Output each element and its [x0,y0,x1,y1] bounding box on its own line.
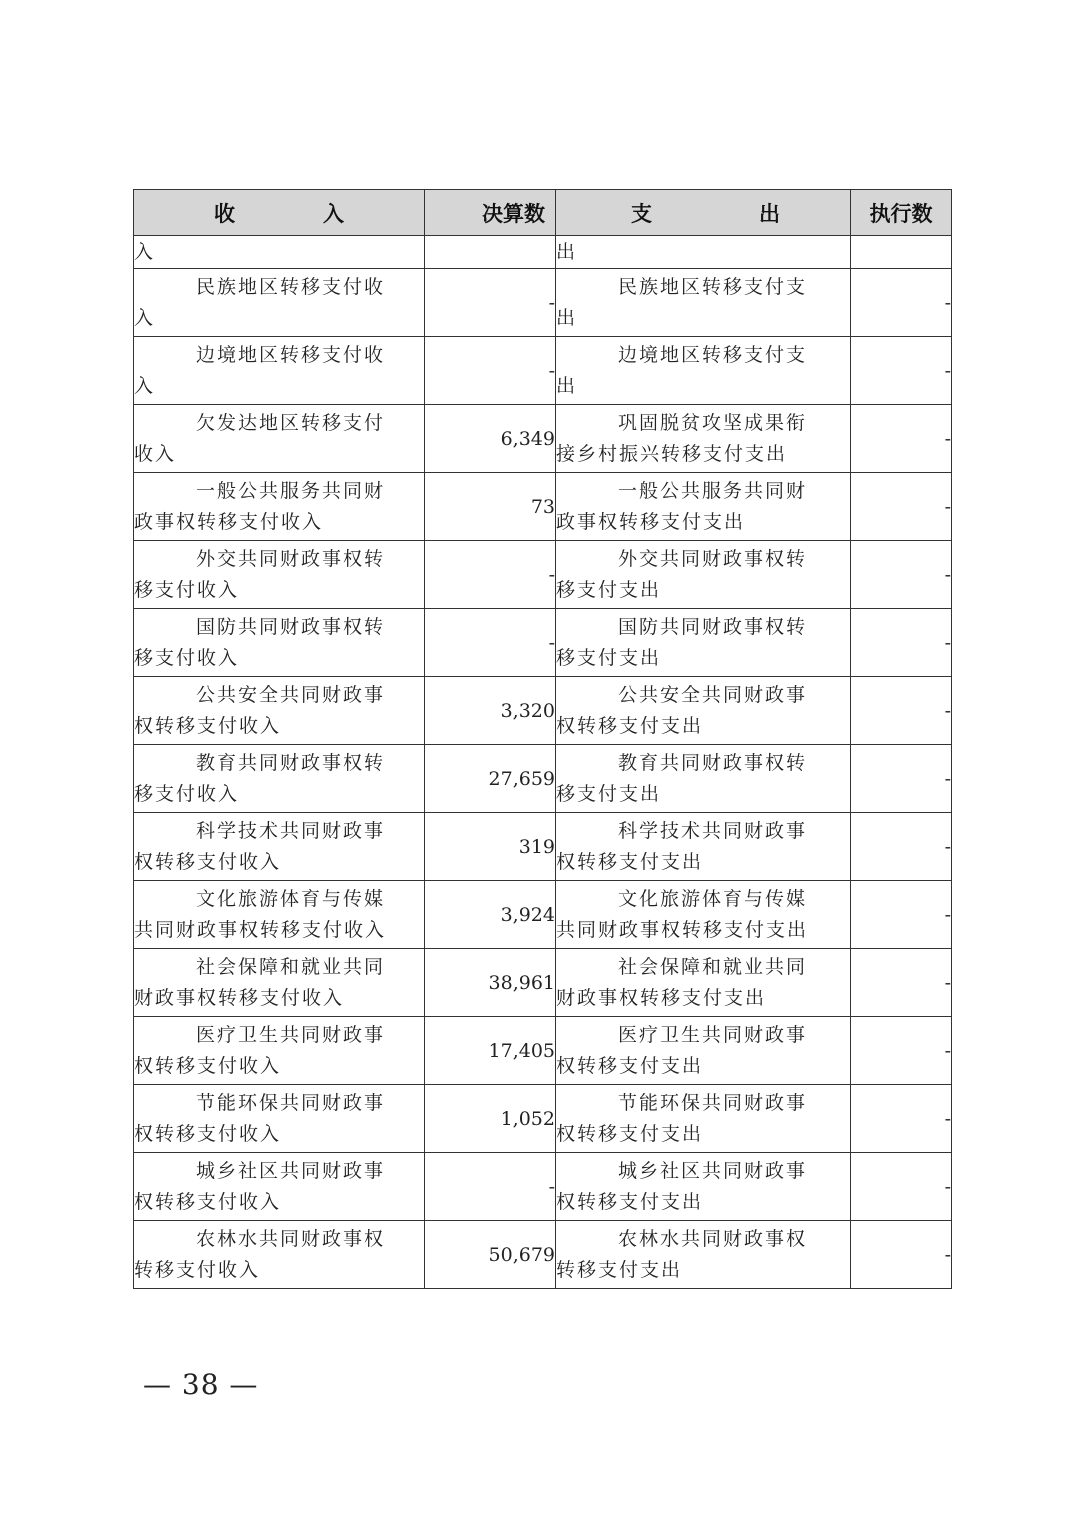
execution-value: - [851,1085,952,1153]
execution-value: - [851,337,952,405]
income-label-line2: 移支付收入 [134,578,240,601]
expense-cell [556,677,851,745]
expense-label-line1: 公共安全共同财政事 [618,683,808,706]
expense-label-line2: 出 [556,306,578,329]
income-cell [134,881,425,949]
table-row [134,881,952,949]
expense-label-line1: 一般公共服务共同财 [618,479,808,502]
income-cell [134,677,425,745]
income-cell [134,813,425,881]
actual-value: 17,405 [425,1017,556,1085]
expense-cell [556,813,851,881]
expense-label-line1: 科学技术共同财政事 [618,819,808,842]
income-label-line1: 民族地区转移支付收 [196,275,386,298]
page-number: — 38 — [143,1368,259,1401]
table-row [134,405,952,473]
income-cell [134,541,425,609]
income-label-line2: 政事权转移支付收入 [134,510,324,533]
expense-cell [556,1153,851,1221]
income-label-line2: 权转移支付收入 [134,1122,282,1145]
actual-value: 73 [425,473,556,541]
income-cell [134,337,425,405]
income-label-line2: 收入 [134,442,177,465]
actual-value: - [425,269,556,337]
expense-cell [556,269,851,337]
income-label-line2: 共同财政事权转移支付收入 [134,918,387,941]
income-cell [134,1153,425,1221]
expense-cell [556,1221,851,1289]
income-label-line2: 权转移支付收入 [134,1190,282,1213]
execution-value: - [851,405,952,473]
actual-value: 50,679 [425,1221,556,1289]
income-cell [134,473,425,541]
table-row [134,1017,952,1085]
expense-cell [556,236,851,269]
execution-value: - [851,949,952,1017]
expense-cell [556,405,851,473]
expense-cell [556,949,851,1017]
table-header [134,190,952,236]
expense-cell [556,745,851,813]
execution-value: - [851,1017,952,1085]
expense-label-line2: 移支付支出 [556,646,662,669]
income-label-line2: 移支付收入 [134,646,240,669]
execution-value: - [851,1221,952,1289]
income-label-line1: 边境地区转移支付收 [196,343,386,366]
income-label-line1: 公共安全共同财政事 [196,683,386,706]
execution-value: - [851,881,952,949]
actual-value: - [425,1153,556,1221]
income-label-line2: 权转移支付收入 [134,1054,282,1077]
expense-label-line1: 民族地区转移支付支 [618,275,808,298]
table-row [134,677,952,745]
expense-label-line2: 移支付支出 [556,782,662,805]
actual-cell [425,236,556,269]
expense-cell [556,1085,851,1153]
actual-value: - [425,541,556,609]
expense-label-line1: 城乡社区共同财政事 [618,1159,808,1182]
table-row [134,609,952,677]
expense-label-line1: 社会保障和就业共同 [618,955,808,978]
income-label-line2: 转移支付收入 [134,1258,261,1281]
expense-cell [556,541,851,609]
expense-cell [556,1017,851,1085]
expense-cell [556,881,851,949]
header-income [134,190,425,236]
income-label-line2: 财政事权转移支付收入 [134,986,345,1009]
expense-label-line2: 权转移支付支出 [556,1054,704,1077]
income-label-line2: 入 [134,374,156,397]
expense-label: 出 [556,240,578,263]
expense-cell [556,473,851,541]
income-label-line1: 国防共同财政事权转 [196,615,386,638]
income-cell [134,949,425,1017]
actual-value: 3,924 [425,881,556,949]
execution-value: - [851,677,952,745]
execution-value: - [851,269,952,337]
header-income-char1: 收 [214,201,235,226]
expense-label-line1: 国防共同财政事权转 [618,615,808,638]
execution-value: - [851,473,952,541]
expense-label-line2: 出 [556,374,578,397]
income-cell [134,1221,425,1289]
table-row [134,337,952,405]
header-income-char2: 入 [323,201,344,226]
expense-cell [556,337,851,405]
table-row [134,1153,952,1221]
income-label-line2: 入 [134,306,156,329]
expense-label-line1: 外交共同财政事权转 [618,547,808,570]
income-label-line1: 文化旅游体育与传媒 [196,887,386,910]
expense-label-line2: 权转移支付支出 [556,1190,704,1213]
expense-label-line2: 移支付支出 [556,578,662,601]
actual-value: 38,961 [425,949,556,1017]
income-cell [134,1017,425,1085]
table-row [134,1085,952,1153]
income-label-line2: 权转移支付收入 [134,850,282,873]
income-label-line1: 社会保障和就业共同 [196,955,386,978]
execution-cell [851,236,952,269]
budget-table [133,189,952,1289]
income-label-line1: 城乡社区共同财政事 [196,1159,386,1182]
actual-value: 319 [425,813,556,881]
actual-value: 6,349 [425,405,556,473]
execution-value: - [851,609,952,677]
header-execution: 执行数 [851,190,952,236]
table-row [134,813,952,881]
actual-value: 3,320 [425,677,556,745]
table-row-continuation [134,236,952,269]
income-cell [134,405,425,473]
expense-label-line2: 政事权转移支付支出 [556,510,746,533]
expense-label-line1: 医疗卫生共同财政事 [618,1023,808,1046]
expense-label-line2: 权转移支付支出 [556,714,704,737]
expense-label-line2: 共同财政事权转移支付支出 [556,918,809,941]
expense-label-line2: 接乡村振兴转移支付支出 [556,442,788,465]
expense-label-line1: 教育共同财政事权转 [618,751,808,774]
income-cell [134,269,425,337]
income-label-line1: 一般公共服务共同财 [196,479,386,502]
header-expense-char2: 出 [759,201,780,226]
income-cell [134,745,425,813]
expense-label-line1: 农林水共同财政事权 [618,1227,808,1250]
income-label-line2: 权转移支付收入 [134,714,282,737]
expense-cell [556,609,851,677]
expense-label-line2: 权转移支付支出 [556,1122,704,1145]
income-label-line1: 科学技术共同财政事 [196,819,386,842]
table-row [134,541,952,609]
actual-value: - [425,337,556,405]
execution-value: - [851,813,952,881]
expense-label-line1: 巩固脱贫攻坚成果衔 [618,411,808,434]
income-label-line1: 外交共同财政事权转 [196,547,386,570]
expense-label-line2: 权转移支付支出 [556,850,704,873]
table-row [134,1221,952,1289]
income-label-line1: 节能环保共同财政事 [196,1091,386,1114]
income-label-line1: 医疗卫生共同财政事 [196,1023,386,1046]
expense-label-line2: 转移支付支出 [556,1258,683,1281]
actual-value: 1,052 [425,1085,556,1153]
table-row [134,949,952,1017]
expense-label-line2: 财政事权转移支付支出 [556,986,767,1009]
income-label-line2: 移支付收入 [134,782,240,805]
actual-value: 27,659 [425,745,556,813]
income-label-line1: 欠发达地区转移支付 [196,411,386,434]
table-row [134,269,952,337]
header-expense [556,190,851,236]
header-actual: 决算数 [425,190,556,236]
table-row [134,473,952,541]
income-cell [134,1085,425,1153]
table-body [134,236,952,1289]
expense-label-line1: 节能环保共同财政事 [618,1091,808,1114]
table-row [134,745,952,813]
income-label: 入 [134,240,156,263]
income-label-line1: 农林水共同财政事权 [196,1227,386,1250]
expense-label-line1: 文化旅游体育与传媒 [618,887,808,910]
header-expense-char1: 支 [631,201,652,226]
execution-value: - [851,541,952,609]
expense-label-line1: 边境地区转移支付支 [618,343,808,366]
execution-value: - [851,745,952,813]
actual-value: - [425,609,556,677]
income-label-line1: 教育共同财政事权转 [196,751,386,774]
income-cell [134,609,425,677]
execution-value: - [851,1153,952,1221]
income-cell [134,236,425,269]
